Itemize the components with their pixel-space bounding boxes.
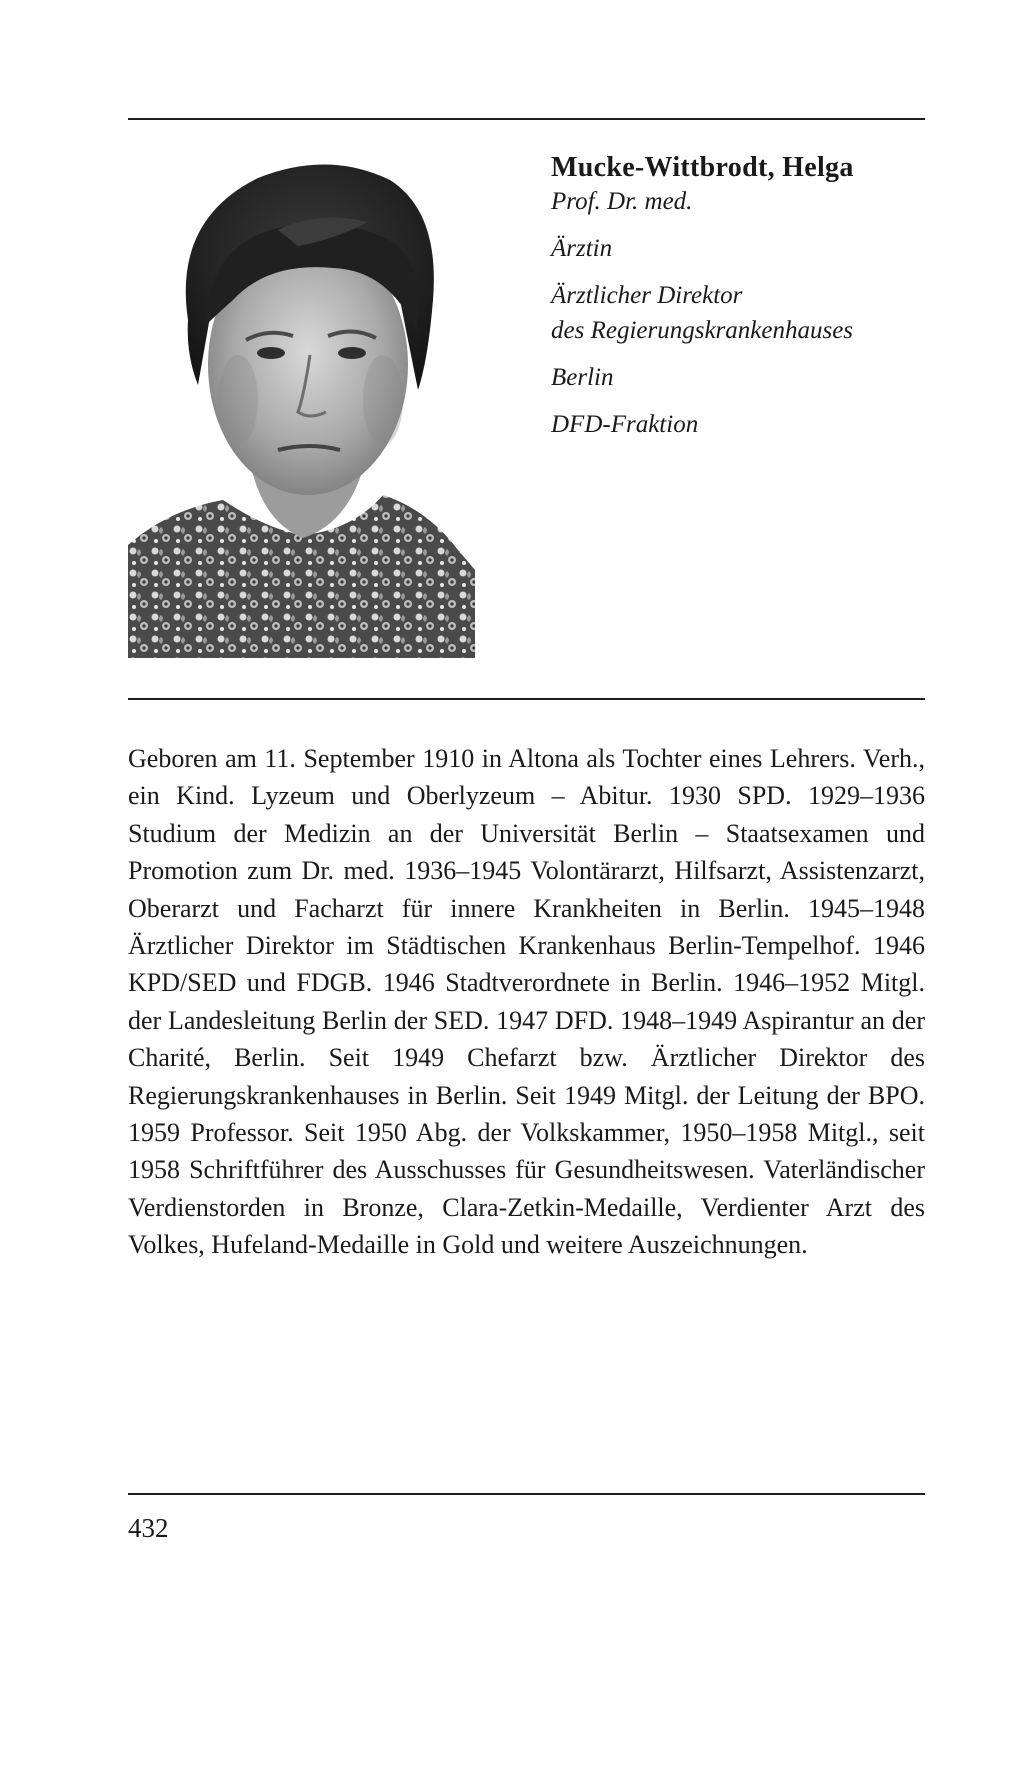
person-title: Prof. Dr. med. [551,188,693,215]
portrait-photo [128,150,475,658]
bottom-rule [128,1493,925,1495]
middle-rule [128,698,925,700]
person-position-line1: Ärztlicher Direktor [551,282,743,309]
person-profession: Ärztin [551,235,613,262]
biography-text: Geboren am 11. September 1910 in Altona als Tochter eines Lehrers. Verh., ein Kind. Lyzeum und Oberlyzeum – Abitur. 1930 SPD. 1929–1936 Studium der Medizin an der Universität Berlin – Staatsexamen und Promotion zum Dr. med. 1936–1945 Volontärarzt, Hilfsarzt, Assistenzarzt, Oberarzt und Facharzt für innere Krankheiten in Berlin. 1945–1948 Ärztlicher Direktor im Städtischen Krankenhaus Berlin-Tempelhof. 1946 KPD/SED und FDGB. 1946 Stadtverordnete in Berlin. 1946–1952 Mitgl. der Landesleitung Berlin der SED. 1947 DFD. 1948–1949 Aspirantur an der Charité, Berlin. Seit 1949 Chefarzt bzw. Ärztlicher Direktor des Regierungskrankenhauses in Berlin. Seit 1949 Mitgl. der Leitung der BPO. 1959 Professor. Seit 1950 Abg. der Volkskammer, 1950–1958 Mitgl., seit 1958 Schriftführer des Ausschusses für Gesundheitswesen. Vaterländischer Verdienstorden in Bronze, Clara-Zetkin-Medaille, Verdienter Arzt des Volkes, Hufeland-Medaille in Gold und weitere Auszeichnungen. [128,744,925,1260]
person-name: Mucke-Wittbrodt, Helga [551,152,854,183]
page-number: 432 [128,1513,169,1543]
top-rule [128,118,925,120]
person-city: Berlin [551,364,614,391]
person-faction: DFD-Fraktion [551,411,699,438]
person-position-line2: des Regierungskrankenhauses [551,317,854,344]
header-info [551,150,925,456]
